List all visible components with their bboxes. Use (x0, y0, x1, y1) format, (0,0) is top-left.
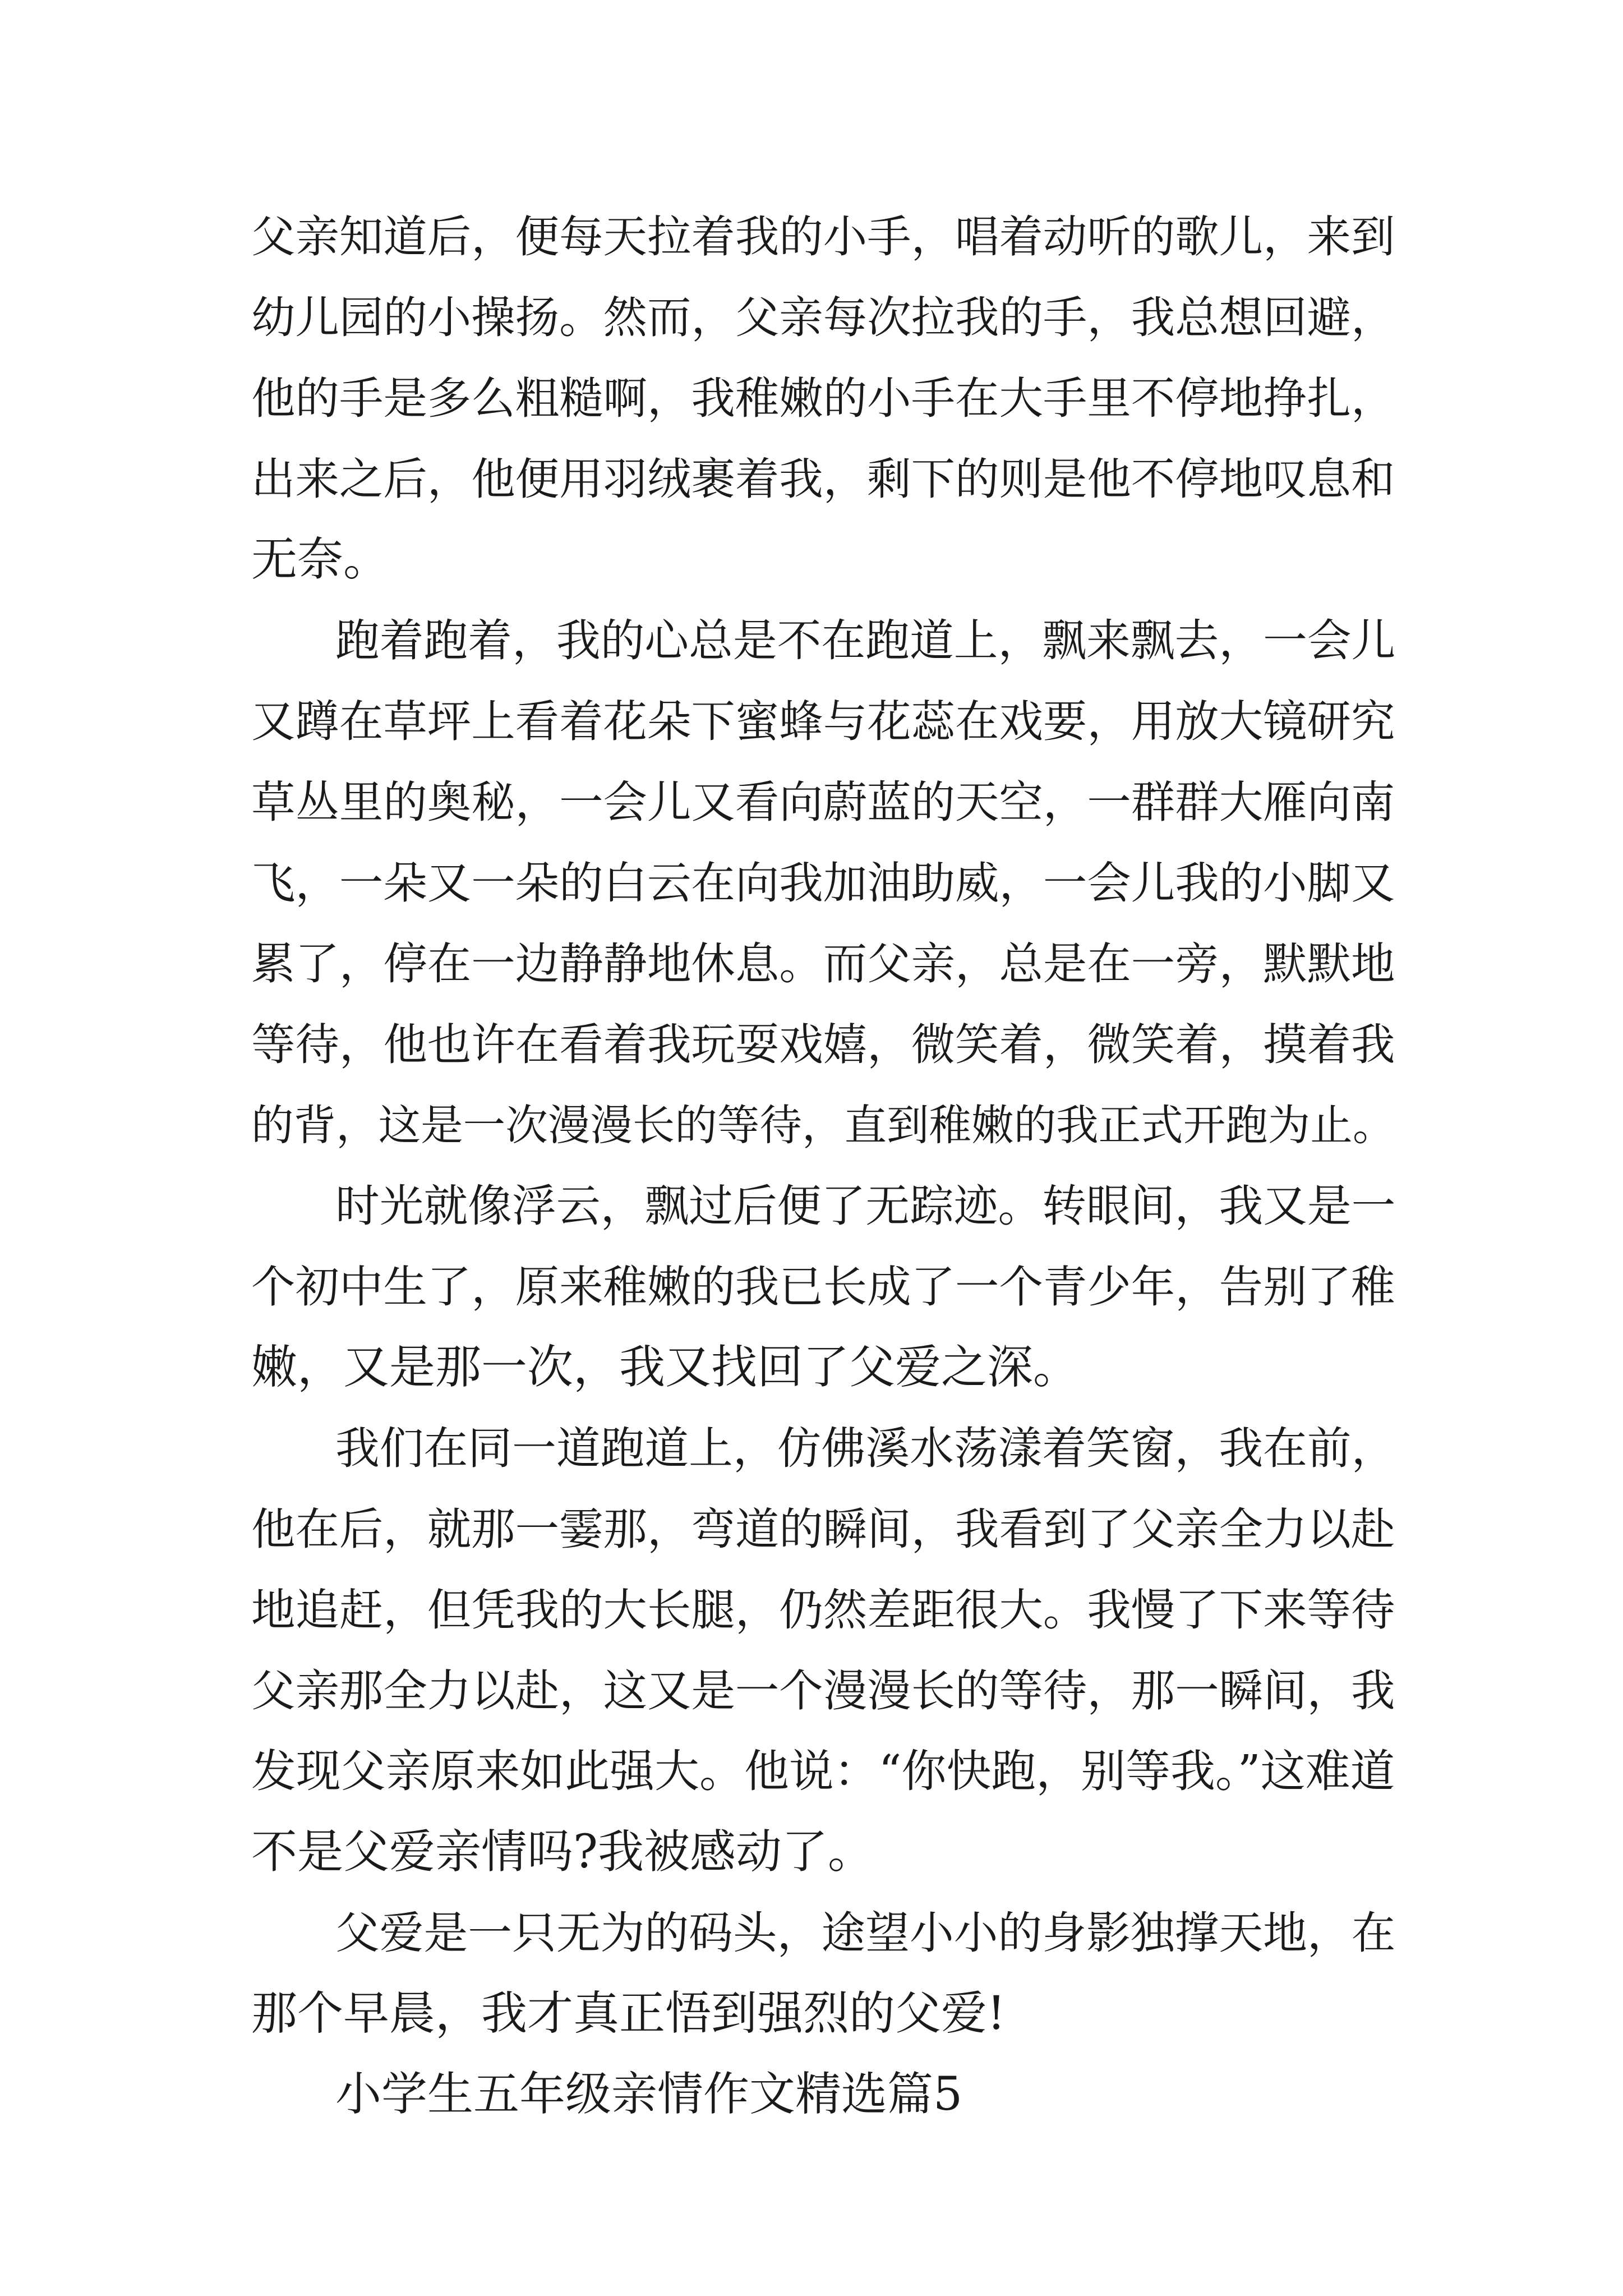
paragraph-line: 嫩，又是那一次，我又找回了父爱之深。 (251, 1341, 1080, 1394)
paragraph-line: 个初中生了，原来稚嫩的我已长成了一个青少年，告别了稚 (251, 1261, 1395, 1313)
paragraph-line: 草丛里的奥秘，一会儿又看向蔚蓝的天空，一群群大雁向南 (251, 776, 1395, 828)
paragraph-line: 累了，停在一边静静地休息。而父亲，总是在一旁，默默地 (251, 938, 1395, 990)
paragraph-line: 不是父爱亲情吗?我被感动了。 (251, 1825, 874, 1879)
paragraph-first-line: 时光就像浮云，飘过后便了无踪迹。转眼间，我又是一 (335, 1180, 1396, 1232)
paragraph-line: 幼儿园的小操扬。然而，父亲每次拉我的手，我总想回避， (251, 292, 1395, 343)
paragraph-line: 无奈。 (251, 533, 390, 586)
paragraph-first-line: 我们在同一道跑道上，仿佛溪水荡漾着笑窗，我在前， (335, 1423, 1396, 1474)
paragraph-line: 父亲知道后，便每天拉着我的小手，唱着动听的歌儿，来到 (251, 211, 1395, 263)
paragraph-line: 发现父亲原来如此强大。他说：“你快跑，别等我。”这难道 (251, 1745, 1395, 1797)
section-heading: 小学生五年级亲情作文精选篇5 (335, 2068, 963, 2121)
paragraph-line: 他在后，就那一霎那，弯道的瞬间，我看到了父亲全力以赴 (251, 1503, 1395, 1555)
paragraph-line: 那个早晨，我才真正悟到强烈的父爱! (251, 1987, 1006, 2040)
paragraph-line: 的背，这是一次漫漫长的等待，直到稚嫩的我正式开跑为止。 (251, 1101, 1395, 1150)
paragraph-line: 飞，一朵又一朵的白云在向我加油助威，一会儿我的小脚又 (251, 857, 1395, 909)
paragraph-line: 等待，他也许在看着我玩耍戏嬉，微笑着，微笑着，摸着我 (251, 1019, 1395, 1070)
document-body (251, 196, 1401, 2135)
paragraph-first-line: 跑着跑着，我的心总是不在跑道上，飘来飘去，一会儿 (335, 615, 1396, 666)
paragraph-line: 又蹲在草坪上看着花朵下蜜蜂与花蕊在戏要，用放大镜研究 (251, 696, 1395, 747)
paragraph-line: 父亲那全力以赴，这又是一个漫漫长的等待，那一瞬间，我 (251, 1665, 1395, 1717)
paragraph-line: 出来之后，他便用羽绒裹着我，剩下的则是他不停地叹息和 (251, 453, 1395, 505)
paragraph-first-line: 父爱是一只无为的码头，途望小小的身影独撑天地，在 (335, 1907, 1396, 1959)
paragraph-line: 他的手是多么粗糙啊，我稚嫩的小手在大手里不停地挣扎， (251, 372, 1395, 424)
paragraph-line: 地追赶，但凭我的大长腿，仍然差距很大。我慢了下来等待 (251, 1584, 1395, 1636)
